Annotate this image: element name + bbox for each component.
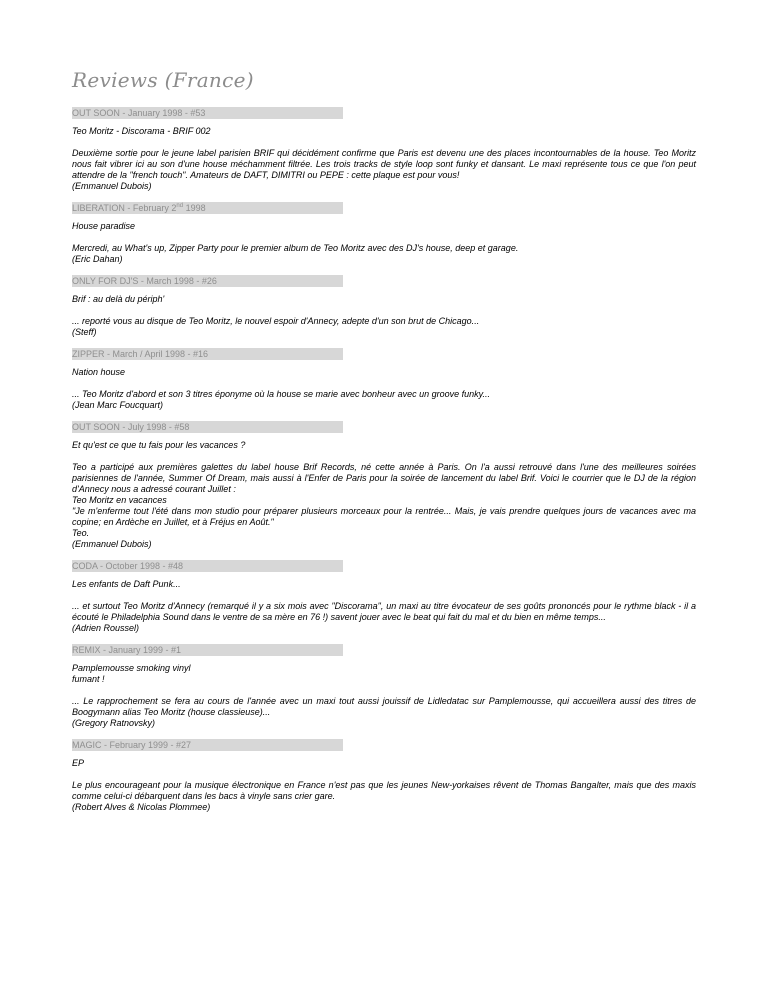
review-author: (Robert Alves & Nicolas Plommee)	[72, 802, 211, 812]
review-source-bar: ZIPPER - March / April 1998 - #16	[72, 348, 343, 360]
review-headline: Les enfants de Daft Punk...	[72, 579, 181, 589]
review-body	[72, 243, 696, 265]
review-headline: EP	[72, 758, 85, 768]
review-paragraph: ... et surtout Teo Moritz d'Annecy (remarqué il y a six mois avec "Discorama", un maxi au titre évocateur de ses goûts prononcés pour le rythme black - il a écouté le Philadelphia Sound dans le ventre de sa mère en 76 !) savent jouer avec le beat qui fait du mal et du bien en même temps...	[72, 601, 696, 622]
review-entry	[72, 560, 696, 634]
review-headline: Et qu'est ce que tu fais pour les vacances ?	[72, 440, 246, 450]
review-body	[72, 316, 696, 338]
review-source-bar: REMIX - January 1999 - #1	[72, 644, 343, 656]
review-quote: "Je m'enferme tout l'été dans mon studio pour préparer plusieurs morceaux pour la rentrée... Mais, je vais prendre quelques jours de vacances avec ma copine; en Ardèche en Juillet, et à Fréjus en Août."	[72, 506, 696, 527]
review-paragraph: Deuxième sortie pour le jeune label parisien BRIF qui décidément confirme que Paris est devenu une des places incontournables de la house. Teo Moritz nous fait vibrer ici au son d'une house méchamment filtrée. Les trois tracks de style loop sont funky et dansant. Le maxi représente tous ce que l'on peut attendre de la "french touch". Amateurs de DAFT, DIMITRI ou PEPE : cette plaque est pour vous!	[72, 148, 696, 180]
review-paragraph: ... Teo Moritz d'abord et son 3 titres éponyme où la house se marie avec bonheur avec un groove funky...	[72, 389, 490, 399]
review-headline: Teo Moritz - Discorama - BRIF 002	[72, 126, 211, 136]
review-source-bar: MAGIC - February 1999 - #27	[72, 739, 343, 751]
review-body	[72, 780, 696, 813]
review-source-bar: OUT SOON - January 1998 - #53	[72, 107, 343, 119]
review-entry	[72, 739, 696, 813]
review-entry	[72, 348, 696, 411]
review-author: (Emmanuel Dubois)	[72, 539, 152, 549]
review-headline: House paradise	[72, 221, 136, 231]
review-author: (Gregory Ratnovsky)	[72, 718, 156, 728]
review-author: (Jean Marc Foucquart)	[72, 400, 164, 410]
review-author: (Emmanuel Dubois)	[72, 181, 152, 191]
review-body	[72, 696, 696, 729]
review-source-bar: OUT SOON - July 1998 - #58	[72, 421, 343, 433]
review-paragraph: ... Le rapprochement se fera au cours de l'année avec un maxi tout aussi jouissif de Lidledatac sur Pamplemousse, qui accueillera aussi des titres de Boogymann alias Teo Moritz (house classieuse)...	[72, 696, 696, 717]
review-source-text: LIBERATION - February 2	[72, 203, 177, 213]
review-paragraph: Teo Moritz en vacances	[72, 495, 167, 505]
review-body	[72, 389, 696, 411]
review-paragraph: ... reporté vous au disque de Teo Moritz, le nouvel espoir d'Annecy, adepte d'un son brut de Chicago...	[72, 316, 480, 326]
review-entry	[72, 275, 696, 338]
reviews-list	[72, 107, 696, 823]
review-entry	[72, 202, 696, 265]
review-signature: Teo.	[72, 528, 90, 538]
review-body	[72, 462, 696, 550]
review-body	[72, 148, 696, 192]
review-source-bar	[72, 202, 343, 214]
review-author: (Steff)	[72, 327, 97, 337]
review-source-superscript: nd	[176, 203, 184, 209]
review-author: (Adrien Roussel)	[72, 623, 140, 633]
review-entry	[72, 107, 696, 192]
review-source-bar: ONLY FOR DJ'S - March 1998 - #26	[72, 275, 343, 287]
review-headline: Pamplemousse smoking vinyl fumant !	[72, 663, 191, 684]
review-body	[72, 601, 696, 634]
review-paragraph: Teo a participé aux premières galettes du label house Brif Records, né cette année à Paris. On l'a aussi retrouvé dans l'une des meilleures soirées parisiennes de l'année, Summer Of Dream, mais aussi à l'Enfer de Paris pour la soirée de lancement du label Brif. Voici le courrier que le DJ de la région d'Annecy nous a adressé courant Juillet :	[72, 462, 696, 494]
review-headline: Brif : au delà du périph'	[72, 294, 165, 304]
review-entry	[72, 644, 696, 729]
review-paragraph: Le plus encourageant pour la musique électronique en France n'est pas que les jeunes New-yorkaises rêvent de Thomas Bangalter, mais que des maxis comme celui-ci débarquent dans les bacs à vinyle sans crier gare.	[72, 780, 696, 801]
review-entry	[72, 421, 696, 550]
review-headline: Nation house	[72, 367, 126, 377]
review-source-bar: CODA - October 1998 - #48	[72, 560, 343, 572]
page-title: Reviews (France)	[72, 68, 254, 92]
review-paragraph: Mercredi, au What's up, Zipper Party pour le premier album de Teo Moritz avec des DJ's house, deep et garage.	[72, 243, 519, 253]
review-author: (Eric Dahan)	[72, 254, 123, 264]
review-source-year: 1998	[183, 203, 206, 213]
